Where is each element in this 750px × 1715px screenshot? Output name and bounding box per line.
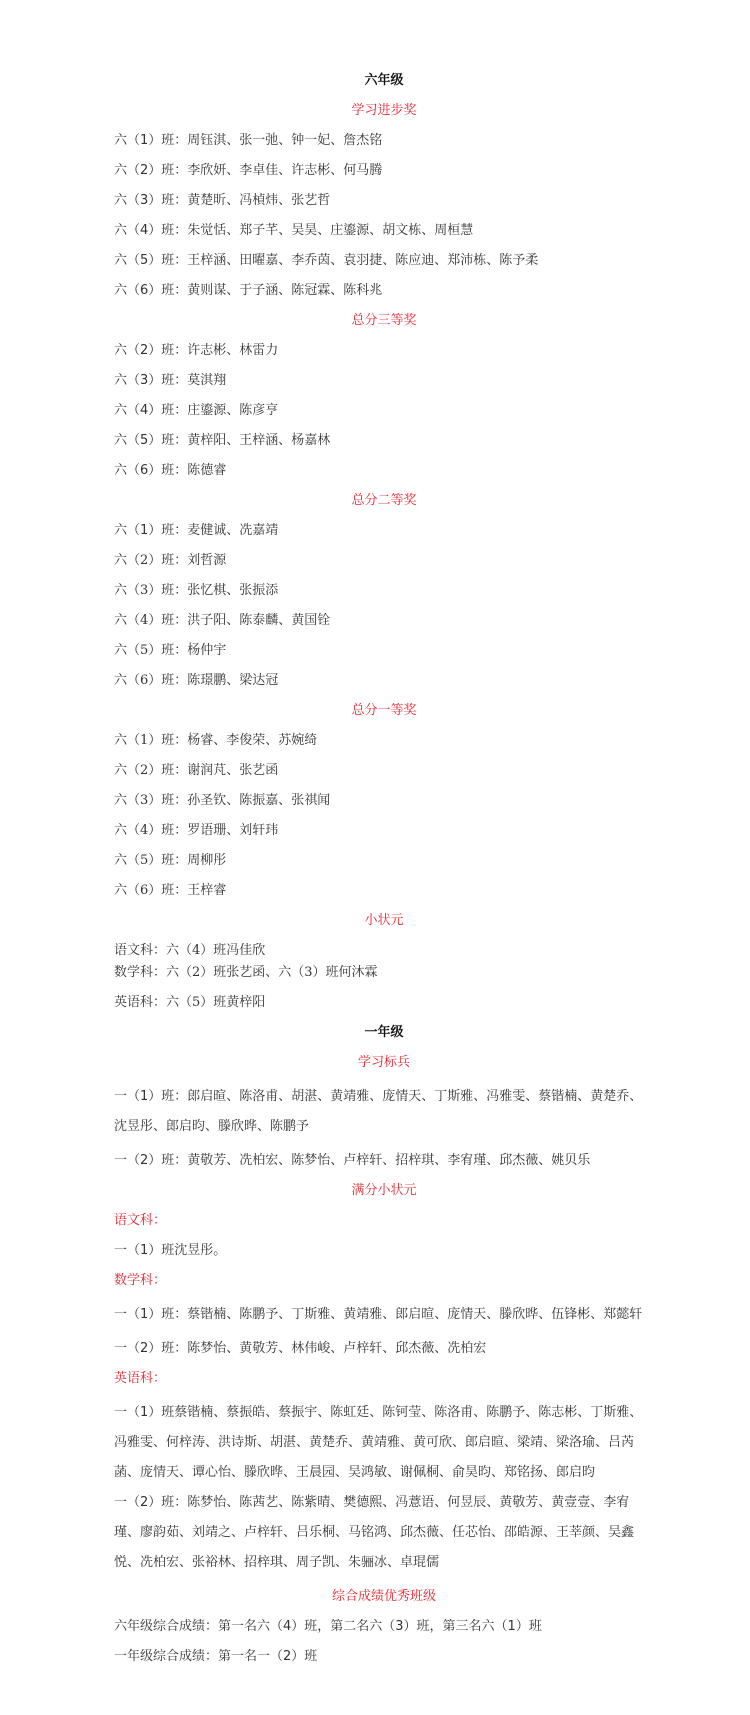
grade1-english-label: 英语科： xyxy=(114,1371,167,1386)
grade6-third-row: 六（2）班：许志彬、林雷力 xyxy=(114,343,279,358)
grade1-heading: 一年级 xyxy=(364,1025,404,1040)
grade6-first-row: 六（3）班：孙圣钦、陈振嘉、张祺闻 xyxy=(114,793,331,808)
grade6-top-math: 数学科：六（2）班张艺函、六（3）班何沐霖 xyxy=(114,965,378,980)
grade1-math-class1: 一（1）班：蔡锴楠、陈鹏予、丁斯雅、黄靖雅、郎启暄、庞情天、滕欣晔、伍锋彬、郑懿轩 xyxy=(114,1307,643,1322)
grade1-model-title: 学习标兵 xyxy=(357,1055,410,1070)
grade6-heading: 六年级 xyxy=(364,73,404,88)
grade6-second-row: 六（1）班：麦健诚、冼嘉靖 xyxy=(114,523,279,538)
grade6-second-row: 六（4）班：洪子阳、陈泰麟、黄国铨 xyxy=(114,613,331,628)
grade6-first-row: 六（4）班：罗语珊、刘轩玮 xyxy=(114,823,279,838)
grade6-progress-title: 学习进步奖 xyxy=(351,103,417,118)
grade6-third-row: 六（4）班：庄鎏源、陈彦亨 xyxy=(114,403,279,418)
grade6-top-english: 英语科：六（5）班黄梓阳 xyxy=(114,995,266,1010)
grade1-model-class1: 一（1）班：郎启暄、陈洛甫、胡湛、黄靖雅、庞情天、丁斯雅、冯雅雯、蔡锴楠、黄楚乔、沈昱彤、郎启昀、滕欣晔、陈鹏予 xyxy=(114,1089,643,1134)
grade6-progress-row: 六（6）班：黄则谋、于子涵、陈冠霖、陈科兆 xyxy=(114,283,383,298)
grade6-progress-row: 六（2）班：李欣妍、李卓佳、许志彬、何马腾 xyxy=(114,163,383,178)
grade6-third-row: 六（5）班：黄梓阳、王梓涵、杨嘉林 xyxy=(114,433,331,448)
grade6-progress-row: 六（5）班：王梓涵、田曜嘉、李乔茵、袁羽捷、陈应迪、郑沛栋、陈予柔 xyxy=(114,253,539,268)
grade6-first-row: 六（1）班：杨睿、李俊荣、苏婉绮 xyxy=(114,733,318,748)
grade6-progress-row: 六（4）班：朱觉恬、郑子芊、吴昊、庄鎏源、胡文栋、周桓慧 xyxy=(114,223,474,238)
grade1-math-class2: 一（2）班：陈梦怡、黄敬芳、林伟峻、卢梓轩、邱杰薇、冼柏宏 xyxy=(114,1341,487,1356)
grade6-third-row: 六（3）班：莫淇翔 xyxy=(114,373,227,388)
grade6-top-chinese: 语文科：六（4）班冯佳欣 xyxy=(114,943,266,958)
grade6-second-row: 六（3）班：张忆棋、张振添 xyxy=(114,583,279,598)
grade6-third-row: 六（6）班：陈德睿 xyxy=(114,463,227,478)
grade6-first-row: 六（6）班：王梓睿 xyxy=(114,883,227,898)
grade1-math-label: 数学科： xyxy=(114,1273,167,1288)
grade6-third-title: 总分三等奖 xyxy=(351,313,417,328)
grade6-second-title: 总分二等奖 xyxy=(351,493,417,508)
grade6-first-row: 六（2）班：谢润芃、张艺函 xyxy=(114,763,279,778)
grade1-model-class2: 一（2）班：黄敬芳、冼柏宏、陈梦怡、卢梓轩、招梓琪、李宥瑾、邱杰薇、姚贝乐 xyxy=(114,1153,591,1168)
grade6-second-row: 六（6）班：陈璟鹏、梁达冠 xyxy=(114,673,279,688)
grade6-overall-ranking: 六年级综合成绩：第一名六（4）班，第二名六（3）班，第三名六（1）班 xyxy=(114,1619,542,1634)
grade6-progress-row: 六（3）班：黄楚昕、冯楨炜、张艺哲 xyxy=(114,193,331,208)
excellent-class-title: 综合成绩优秀班级 xyxy=(331,1589,436,1604)
grade6-second-row: 六（2）班：刘哲源 xyxy=(114,553,227,568)
grade1-english-class1: 一（1）班蔡锴楠、蔡振皓、蔡振宇、陈虹廷、陈钶莹、陈洛甫、陈鹏予、陈志彬、丁斯雅、冯雅雯、何梓涛、洪诗斯、胡湛、黄楚乔、黄靖雅、黄可欣、郎启暄、梁靖、梁洛瑜、吕芮菡、庞情天、谭心怡、滕欣晔、王晨园、吴鸿敏、谢佩桐、俞昊昀、郑铭扬、郎启昀 xyxy=(114,1405,643,1480)
grade6-first-row: 六（5）班：周柳彤 xyxy=(114,853,227,868)
grade6-top-scorer-title: 小状元 xyxy=(364,913,404,928)
grade1-chinese-label: 语文科： xyxy=(114,1213,167,1228)
grade1-full-title: 满分小状元 xyxy=(351,1183,417,1198)
grade1-chinese-class1: 一（1）班沈昱彤。 xyxy=(114,1243,227,1258)
grade6-progress-row: 六（1）班：周钰淇、张一弛、钟一妃、詹杰铭 xyxy=(114,133,383,148)
grade1-overall-ranking: 一年级综合成绩：第一名一（2）班 xyxy=(114,1649,318,1664)
grade1-english-class2: 一（2）班：陈梦怡、陈茜艺、陈紫晴、樊德熙、冯薏语、何昱辰、黄敬芳、黄壹壹、李宥瑾、廖韵茹、刘靖之、卢梓轩、吕乐桐、马铭鸿、邱杰薇、任芯怡、邵皓源、王莘颜、吴鑫悦、冼柏宏、张裕林、招梓琪、周子凯、朱骊冰、卓琨儒 xyxy=(114,1495,635,1570)
grade6-first-title: 总分一等奖 xyxy=(351,703,417,718)
award-document xyxy=(114,70,654,1676)
grade6-second-row: 六（5）班：杨仲宇 xyxy=(114,643,227,658)
